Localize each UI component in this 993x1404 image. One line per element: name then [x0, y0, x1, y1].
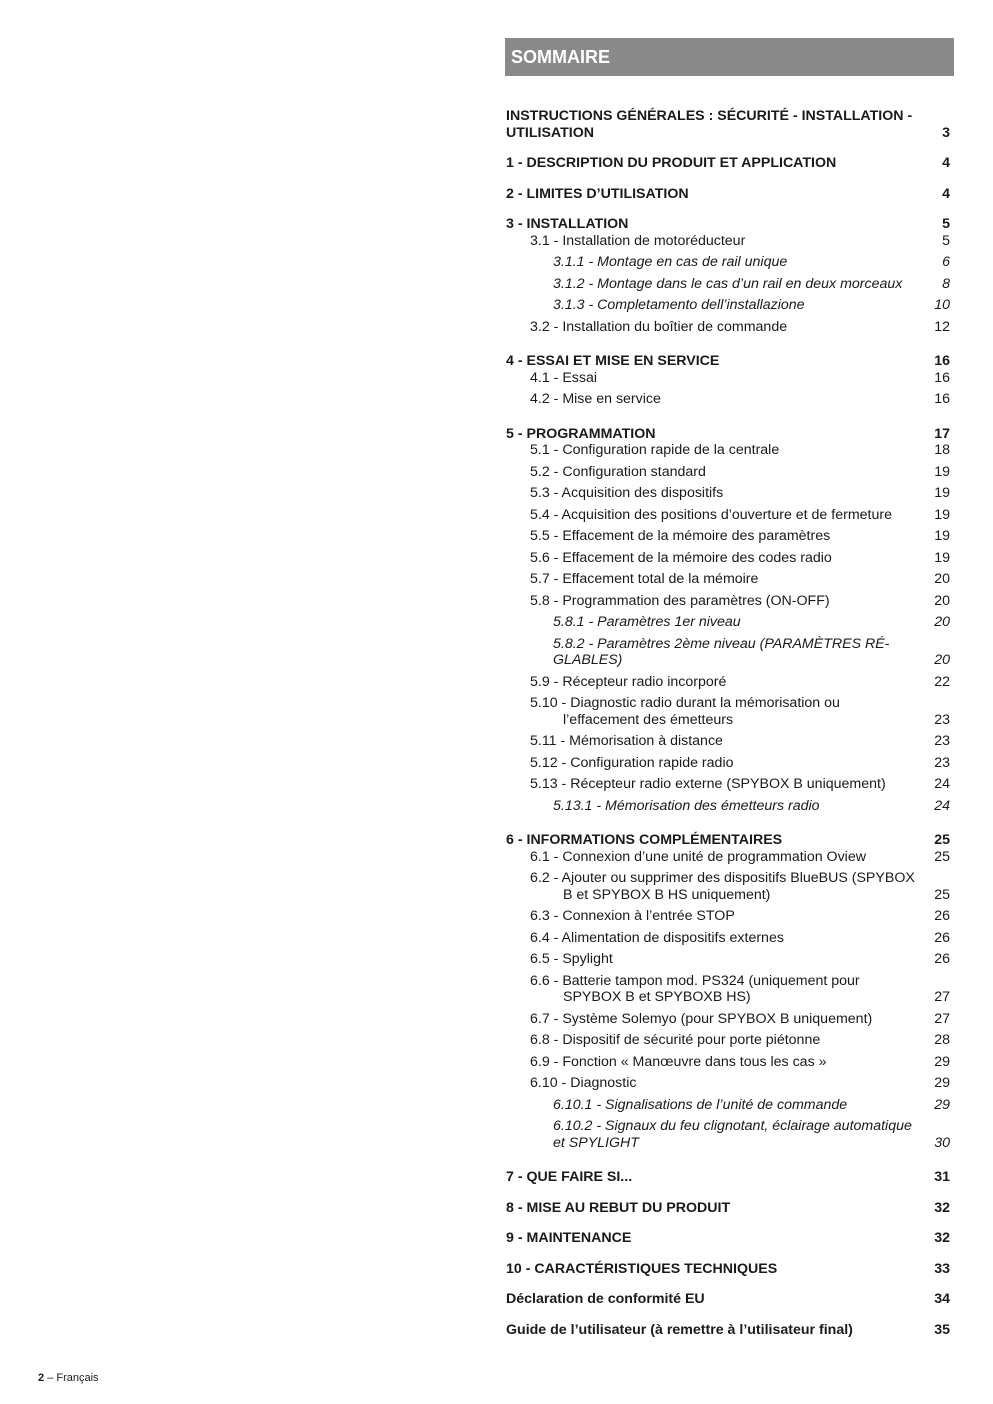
- toc-entry-label: 1 - DESCRIPTION DU PRODUIT ET APPLICATION: [506, 155, 837, 171]
- toc-entry-label: 5.10 - Diagnostic radio durant la mémorisation ou l’effacement des émetteurs: [530, 695, 840, 728]
- toc-entry-page: 33: [934, 1260, 950, 1277]
- toc-entry-label: 5.13 - Récepteur radio externe (SPYBOX B uniquement): [530, 776, 886, 792]
- toc-entry-label: 6 - INFORMATIONS COMPLÉMENTAIRES: [506, 832, 783, 848]
- toc-entry-label: 4.2 - Mise en service: [530, 391, 661, 407]
- toc-entry: [506, 636, 950, 669]
- toc-entry-page: 8: [942, 275, 950, 292]
- toc-entry-page: 16: [934, 353, 950, 369]
- toc-entry-label: 3.1.1 - Montage en cas de rail unique: [553, 254, 788, 270]
- toc-entry-page: 19: [934, 506, 950, 523]
- toc-entry-page: 18: [934, 442, 950, 458]
- toc-entry: [506, 930, 950, 947]
- toc-entry: [506, 695, 950, 728]
- toc-entry-label: 6.5 - Spylight: [530, 951, 613, 967]
- toc-entry: [506, 442, 950, 459]
- toc-entry-label: 6.10.1 - Signalisations de l’unité de commande: [553, 1096, 848, 1113]
- toc-entry: [506, 233, 950, 250]
- toc-entry: [506, 674, 950, 691]
- toc-entry-label: 6.9 - Fonction « Manœuvre dans tous les cas »: [530, 1053, 827, 1070]
- toc-entry: [506, 798, 950, 815]
- toc-entry-page: 6: [942, 254, 950, 270]
- toc-entry-label: 5 - PROGRAMMATION: [506, 425, 656, 442]
- toc-entry-label: 5.13.1 - Mémorisation des émetteurs radio: [553, 797, 820, 814]
- toc-entry-page: 5: [942, 216, 950, 232]
- toc-entry-page: 10: [934, 297, 950, 313]
- toc-entry-label: 6.7 - Système Solemyo (pour SPYBOX B uniquement): [530, 1010, 873, 1027]
- toc-entry-label: 10 - CARACTÉRISTIQUES TECHNIQUES: [506, 1260, 778, 1277]
- toc-entry-page: 4: [942, 155, 950, 171]
- toc-entry: [506, 1118, 950, 1151]
- toc-entry-label: 6.1 - Connexion d’une unité de programmation Oview: [530, 848, 866, 865]
- toc-entry-label: 3.1.3 - Completamento dell’installazione: [553, 297, 805, 313]
- toc-entry: [506, 507, 950, 524]
- toc-entry-label: 4 - ESSAI ET MISE EN SERVICE: [506, 353, 720, 369]
- toc-entry: [506, 464, 950, 481]
- toc-entry-label: 8 - MISE AU REBUT DU PRODUIT: [506, 1199, 731, 1216]
- toc-entry-page: 19: [934, 463, 950, 480]
- toc-entry-page: 25: [934, 886, 950, 903]
- toc-entry-page: 28: [934, 1032, 950, 1048]
- toc-entry-label: 6.8 - Dispositif de sécurité pour porte piétonne: [530, 1032, 821, 1048]
- toc-entry: [506, 755, 950, 772]
- toc-entry-page: 26: [934, 929, 950, 946]
- toc-entry: [506, 614, 950, 631]
- toc-entry-page: 29: [934, 1075, 950, 1091]
- toc-entry: [506, 276, 950, 293]
- toc-entry: [506, 216, 950, 233]
- toc-entry: [506, 1097, 950, 1114]
- toc-entry-label: Déclaration de conformité EU: [506, 1291, 705, 1307]
- toc-entry: [506, 108, 950, 141]
- toc-entry-label: 3.1 - Installation de motoréducteur: [530, 232, 746, 249]
- toc-entry-label: 5.9 - Récepteur radio incorporé: [530, 673, 727, 690]
- toc-entry: [506, 593, 950, 610]
- toc-entry: [506, 776, 950, 793]
- toc-entry: [506, 951, 950, 968]
- footer-language: – Français: [47, 1372, 99, 1384]
- toc-entry-label: 5.8 - Programmation des paramètres (ON-OFF): [530, 592, 830, 609]
- toc-entry-page: 20: [934, 614, 950, 630]
- toc-entry-label: 3 - INSTALLATION: [506, 216, 629, 232]
- toc-entry-page: 22: [934, 673, 950, 690]
- toc-entry-page: 19: [934, 549, 950, 566]
- toc-entry-label: 3.2 - Installation du boîtier de commande: [530, 318, 788, 335]
- toc-entry-label: 7 - QUE FAIRE SI...: [506, 1169, 633, 1185]
- toc-entry-label: 5.3 - Acquisition des dispositifs: [530, 485, 724, 501]
- toc-entry-page: 17: [934, 425, 950, 442]
- toc-entry-label: 6.2 - Ajouter ou supprimer des dispositifs BlueBUS (SPYBOX B et SPYBOX B HS uniquement): [530, 870, 915, 903]
- toc-entry: [506, 319, 950, 336]
- toc-entry-label: 5.1 - Configuration rapide de la centrale: [530, 442, 780, 458]
- toc-entry-page: 20: [934, 652, 950, 668]
- toc-entry: [506, 485, 950, 502]
- toc-entry: [506, 1322, 950, 1339]
- toc-entry: [506, 571, 950, 588]
- toc-entry: [506, 908, 950, 925]
- toc-entry-label: 6.10 - Diagnostic: [530, 1075, 637, 1091]
- toc-entry: [506, 528, 950, 545]
- toc-entry-page: 31: [934, 1169, 950, 1185]
- toc-entry-page: 3: [942, 124, 950, 141]
- toc-entry-label: 9 - MAINTENANCE: [506, 1230, 632, 1246]
- toc-entry-page: 34: [934, 1291, 950, 1307]
- toc-entry-label: 5.5 - Effacement de la mémoire des paramètres: [530, 528, 831, 544]
- toc-entry: [506, 426, 950, 443]
- toc-entry-page: 26: [934, 908, 950, 924]
- toc-entry-page: 19: [934, 485, 950, 501]
- toc-entry-label: 6.10.2 - Signaux du feu clignotant, éclairage automatique et SPYLIGHT: [553, 1118, 912, 1151]
- toc-entry-label: Guide de l’utilisateur (à remettre à l’utilisateur final): [506, 1321, 853, 1338]
- toc-entry-label: 5.11 - Mémorisation à distance: [530, 733, 723, 749]
- toc-entry-page: 26: [934, 951, 950, 967]
- toc-entry-page: 4: [942, 185, 950, 202]
- toc-entry-label: 5.7 - Effacement total de la mémoire: [530, 571, 759, 587]
- page-number: 2: [38, 1372, 45, 1384]
- toc-entry: [506, 186, 950, 203]
- toc-entry-page: 5: [942, 232, 950, 249]
- toc-entry-page: 27: [934, 989, 950, 1005]
- toc-entry: [506, 973, 950, 1006]
- toc-entry-page: 16: [934, 369, 950, 386]
- toc-entry-page: 35: [934, 1321, 950, 1338]
- toc-entry: [506, 391, 950, 408]
- toc-entry-page: 29: [934, 1053, 950, 1070]
- toc-entry-label: 6.4 - Alimentation de dispositifs externes: [530, 929, 784, 946]
- toc-entry: [506, 1054, 950, 1071]
- toc-entry-page: 23: [934, 711, 950, 728]
- toc-entry-page: 24: [934, 776, 950, 792]
- toc-entry-page: 25: [934, 832, 950, 848]
- toc-entry-page: 29: [934, 1096, 950, 1113]
- page-footer: [38, 1372, 99, 1384]
- toc-entry-label: 5.8.2 - Paramètres 2ème niveau (PARAMÈTRES RÉ-GLABLES): [553, 635, 890, 668]
- toc-entry: [506, 1200, 950, 1217]
- toc-entry-label: 5.8.1 - Paramètres 1er niveau: [553, 614, 741, 630]
- toc-entry-label: 2 - LIMITES D’UTILISATION: [506, 185, 689, 202]
- toc-entry-label: 5.6 - Effacement de la mémoire des codes radio: [530, 549, 832, 566]
- toc-entry: [506, 849, 950, 866]
- toc-entry-label: INSTRUCTIONS GÉNÉRALES : SÉCURITÉ - INSTALLATION - UTILISATION: [506, 108, 913, 141]
- toc-entry: [506, 832, 950, 849]
- toc-entry-label: 5.12 - Configuration rapide radio: [530, 754, 734, 771]
- section-header: [505, 38, 954, 76]
- toc-entry-page: 23: [934, 754, 950, 771]
- toc-entry: [506, 1075, 950, 1092]
- toc-entry: [506, 550, 950, 567]
- toc-entry: [506, 370, 950, 387]
- toc-entry: [506, 1011, 950, 1028]
- toc-entry: [506, 297, 950, 314]
- toc-entry: [506, 1032, 950, 1049]
- toc-entry-label: 5.4 - Acquisition des positions d’ouverture et de fermeture: [530, 506, 892, 523]
- toc-entry-page: 25: [934, 848, 950, 865]
- toc-entry-page: 24: [934, 797, 950, 814]
- toc-entry-page: 27: [934, 1010, 950, 1027]
- toc-entry: [506, 733, 950, 750]
- page-title: SOMMAIRE: [511, 47, 610, 67]
- toc-entry-page: 23: [934, 733, 950, 749]
- toc-entry: [506, 1291, 950, 1308]
- toc-entry: [506, 353, 950, 370]
- toc-entry-page: 16: [934, 391, 950, 407]
- toc-entry: [506, 870, 950, 903]
- toc-entry-page: 20: [934, 571, 950, 587]
- toc-entry-page: 32: [934, 1199, 950, 1216]
- toc-entry-label: 5.2 - Configuration standard: [530, 463, 706, 480]
- toc-entry-page: 30: [934, 1134, 950, 1151]
- toc-entry-page: 12: [934, 318, 950, 335]
- toc-entry: [506, 1230, 950, 1247]
- toc-entry-label: 3.1.2 - Montage dans le cas d’un rail en deux morceaux: [553, 275, 903, 292]
- toc-entry-page: 20: [934, 592, 950, 609]
- toc-entry: [506, 155, 950, 172]
- toc-entry: [506, 254, 950, 271]
- toc-entry: [506, 1261, 950, 1278]
- toc-entry-label: 6.3 - Connexion à l’entrée STOP: [530, 908, 735, 924]
- toc-entry-label: 6.6 - Batterie tampon mod. PS324 (uniquement pour SPYBOX B et SPYBOXB HS): [530, 972, 860, 1005]
- toc-entry-label: 4.1 - Essai: [530, 369, 598, 386]
- toc-entry-page: 32: [934, 1230, 950, 1246]
- toc-entry: [506, 1169, 950, 1186]
- table-of-contents: [506, 108, 950, 1338]
- toc-entry-page: 19: [934, 528, 950, 544]
